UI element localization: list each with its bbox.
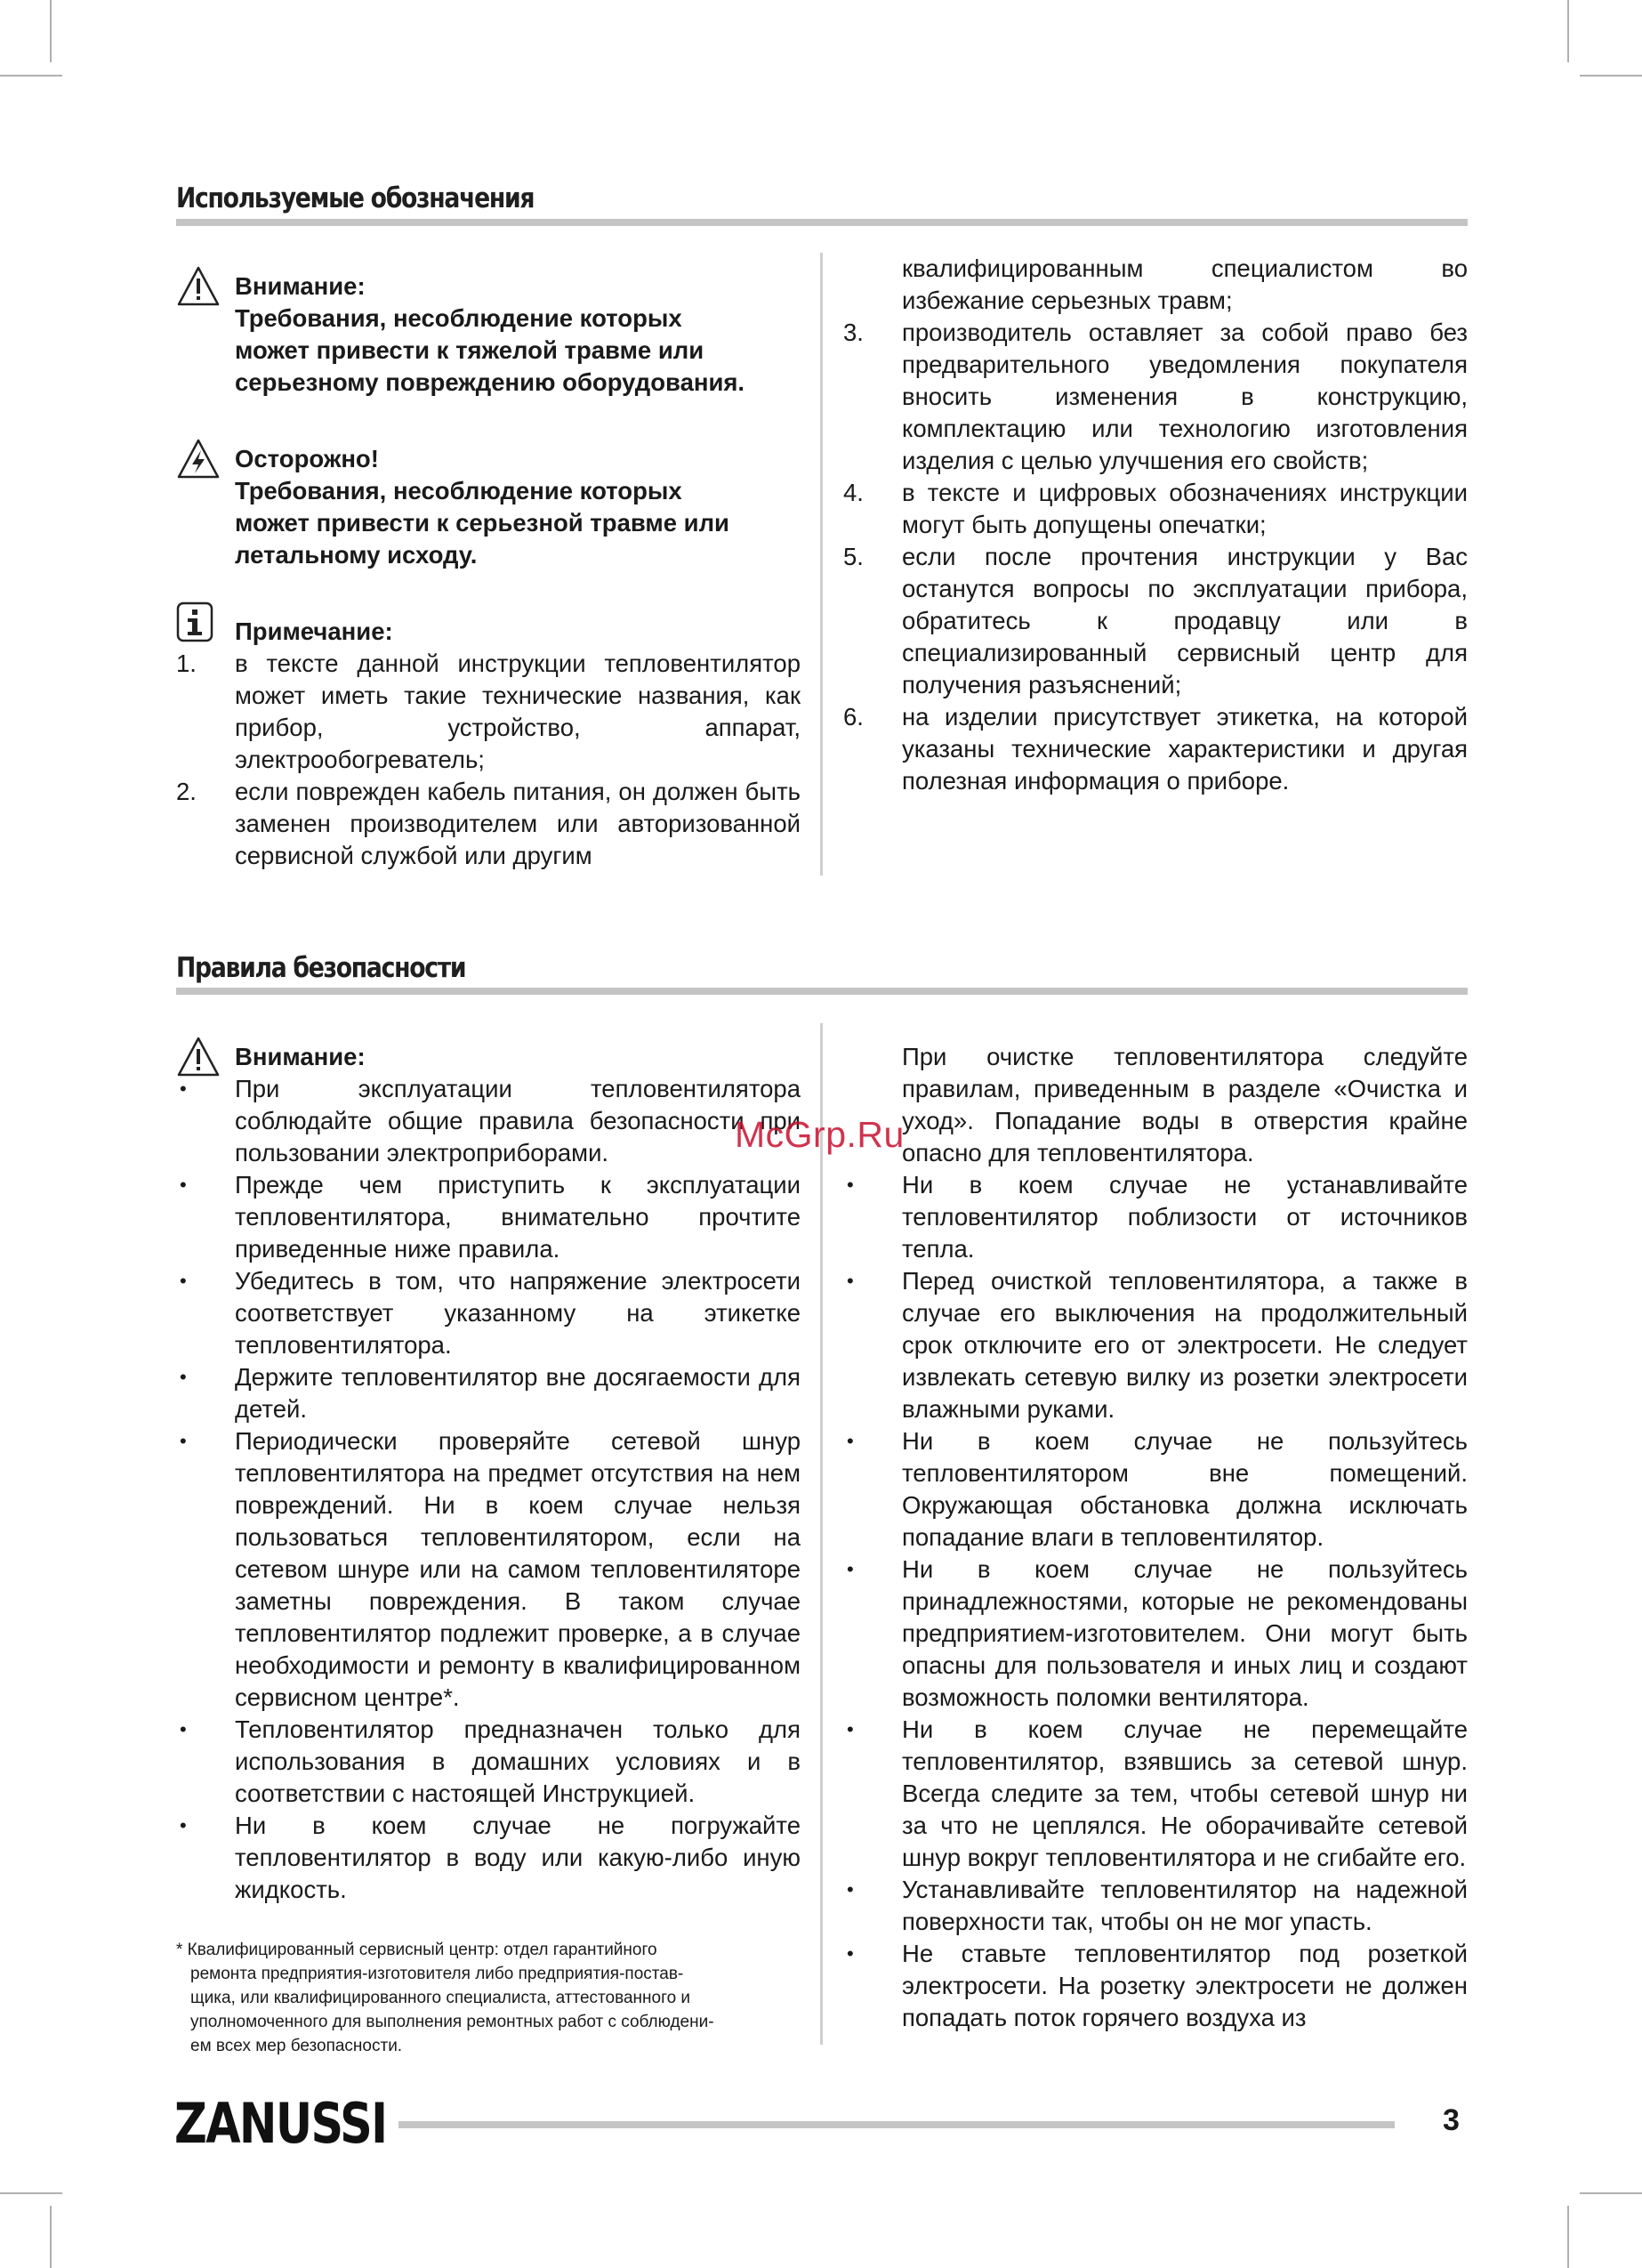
list-item-text: в тексте данной инструкции тепловентилятор может иметь такие технические названия, как прибор, устройство, аппарат, электрообогреватель;: [235, 650, 801, 773]
bullet: •: [847, 1942, 854, 1965]
section2-right-column: [843, 1041, 1468, 2034]
list-item-text: Не ставьте тепловентилятор под розеткой электросети. На розетку электросети не должен попадать поток горячего воздуха из: [902, 1940, 1468, 2031]
list-continuation: квалифицированным специалистом во избежание серьезных травм;: [902, 254, 1468, 314]
list-number: 6.: [843, 703, 864, 730]
list-item-text: производитель оставляет за собой право без предварительного уведомления покупателя вносить изменения в конструкцию, комплектацию или технологию изготовления изделия с целью улучшения его свойств;: [902, 319, 1468, 474]
footnote: [176, 1938, 801, 2058]
crop-mark: [1567, 0, 1569, 62]
list-item-text: Перед очисткой тепловентилятора, а также в случае его выключения на продолжительный срок отключите его от электросети. Не следует извлекать сетевую вилку из розетки электросети влажными руками.: [902, 1267, 1468, 1423]
list-number: 1.: [176, 650, 197, 677]
footnote-line: * Квалифицированный сервисный центр: отдел гарантийного: [176, 1941, 657, 1959]
bullet: •: [180, 1366, 187, 1388]
list-item: [843, 1425, 1468, 1554]
list-item-text: Убедитесь в том, что напряжение электросети соответствует указанному на этикетке тепловентилятора.: [235, 1267, 801, 1359]
list-item: [843, 1714, 1468, 1874]
footnote-line: ремонта предприятия-изготовителя либо предприятия-постав-: [190, 1965, 684, 1983]
electric-hazard-icon: [176, 438, 221, 480]
list-item: [176, 1073, 801, 1169]
footnote-line: щика, или квалифицированного специалиста, аттестованного и: [190, 1989, 691, 2007]
bullet: •: [847, 1430, 854, 1452]
list-item: [176, 1810, 801, 1906]
bullet: •: [180, 1270, 187, 1292]
caution-line: Требования, несоблюдение которых: [235, 477, 682, 504]
list-item: [843, 1938, 1468, 2034]
column-divider: [820, 1023, 823, 2045]
bullet: •: [180, 1814, 187, 1836]
brand-logo: ZANUSSI: [174, 2091, 387, 2156]
list-item-text: если после прочтения инструкции у Вас останутся вопросы по эксплуатации прибора, обратитесь к продавцу или в специализированный сервисный центр для получения разъяснений;: [902, 543, 1468, 698]
bullet: •: [180, 1430, 187, 1452]
section-rule: [176, 988, 1468, 995]
crop-mark: [0, 75, 62, 77]
list-item: [176, 1425, 801, 1714]
list-continuation: При очистке тепловентилятора следуйте правилам, приведенным в разделе «Очистка и уход». Попадание воды в отверстия крайне опасно для тепловентилятора.: [902, 1043, 1468, 1166]
warning-line: может привести к тяжелой травме или: [235, 336, 704, 364]
list-item: [843, 317, 1468, 477]
list-number: 4.: [843, 479, 864, 506]
list-number: 3.: [843, 319, 864, 346]
info-icon: [176, 601, 213, 642]
crop-mark: [50, 2206, 52, 2268]
watermark: McGrp.Ru: [735, 1114, 905, 1155]
list-number: 5.: [843, 543, 864, 570]
safety-list-right: [843, 1169, 1468, 2034]
list-item-text: Тепловентилятор предназначен только для использования в домашних условиях и в соответствии с настоящей Инструкцией.: [235, 1715, 801, 1807]
safety-warning-header: [176, 1041, 801, 1073]
list-item-text: если поврежден кабель питания, он должен быть заменен производителем или авторизованной сервисной службой или другим: [235, 778, 801, 869]
list-item: [843, 1554, 1468, 1714]
crop-mark: [1567, 2206, 1569, 2268]
footnote-line: ем всех мер безопасности.: [190, 2037, 403, 2055]
caution-title: Осторожно!: [235, 445, 379, 472]
list-item-text: Периодически проверяйте сетевой шнур тепловентилятора на предмет отсутствия на нем повреждений. Ни в коем случае нельзя пользоваться тепловентилятором, если на сетевом шнуре или на самом тепловентиляторе заметны повреждения. В таком случае тепловентилятор подлежит проверке, а в случае необходимости и ремонту в квалифицированном сервисном центре*.: [235, 1427, 801, 1711]
warning-title: Внимание:: [235, 272, 366, 300]
section2-left-column: [176, 1041, 801, 2058]
list-item-text: Ни в коем случае не пользуйтесь принадлежностями, которые не рекомендованы предприятием-изготовителем. Они могут быть опасны для пользователя и иных лиц и создают возможность поломки вентилятора.: [902, 1555, 1468, 1711]
list-number: 2.: [176, 778, 197, 805]
section-title-symbols: Используемые обозначения: [176, 182, 535, 214]
list-item-text: Ни в коем случае не погружайте тепловентилятор в воду или какую-либо иную жидкость.: [235, 1812, 801, 1903]
list-item: [176, 1265, 801, 1361]
safety-list-left: [176, 1073, 801, 1906]
footnote-line: уполномоченного для выполнения ремонтных работ с соблюдени-: [190, 2013, 714, 2031]
crop-mark: [1580, 2192, 1642, 2194]
bullet: •: [847, 1270, 854, 1292]
safety-warning-title: Внимание:: [235, 1043, 366, 1070]
list-item: [843, 541, 1468, 701]
list-item: [843, 701, 1468, 797]
crop-mark: [0, 2192, 62, 2194]
bullet: •: [180, 1718, 187, 1740]
list-item: [176, 1361, 801, 1425]
list-item-text: Ни в коем случае не устанавливайте тепловентилятор поблизости от источников тепла.: [902, 1171, 1468, 1263]
list-item-text: Ни в коем случае не пользуйтесь тепловентилятором вне помещений. Окружающая обстановка должна исключать попадание влаги в тепловентилятор.: [902, 1427, 1468, 1551]
crop-mark: [1580, 75, 1642, 77]
warning-triangle-icon: [176, 265, 221, 308]
footer-rule: [398, 2121, 1395, 2128]
bullet: •: [847, 1718, 854, 1740]
list-item-text: Ни в коем случае не перемещайте тепловентилятор, взявшись за сетевой шнур. Всегда следите за тем, чтобы сетевой шнур ни за что не цеплялся. Не оборачивайте сетевой шнур вокруг тепловентилятора и не сгибайте его.: [902, 1715, 1468, 1871]
crop-mark: [50, 0, 52, 62]
caution-callout: [176, 443, 801, 571]
section-rule: [176, 219, 1468, 226]
warning-line: серьезному повреждению оборудования.: [235, 368, 745, 396]
list-item: [843, 477, 1468, 541]
list-item-text: Прежде чем приступить к эксплуатации тепловентилятора, внимательно прочтите приведенные ниже правила.: [235, 1171, 801, 1263]
list-item: [843, 1874, 1468, 1938]
bullet: •: [180, 1174, 187, 1196]
column-divider: [820, 253, 823, 876]
list-item: [176, 1714, 801, 1810]
list-item: [843, 1265, 1468, 1425]
bullet: •: [847, 1558, 854, 1580]
section1-right-column: [843, 253, 1468, 797]
list-item-text: Устанавливайте тепловентилятор на надежной поверхности так, чтобы он не мог упасть.: [902, 1876, 1468, 1935]
list-item: [176, 648, 801, 776]
list-item-text: Держите тепловентилятор вне досягаемости для детей.: [235, 1363, 801, 1423]
list-item-text: в тексте и цифровых обозначениях инструкции могут быть допущены опечатки;: [902, 479, 1468, 538]
list-item-text: на изделии присутствует этикетка, на которой указаны технические характеристики и другая полезная информация о приборе.: [902, 703, 1468, 795]
bullet: •: [180, 1078, 187, 1100]
note-list-continued: [843, 317, 1468, 797]
note-list: [176, 648, 801, 872]
note-title: Примечание:: [235, 617, 393, 645]
page-number: 3: [1443, 2103, 1460, 2137]
note-header: [176, 616, 801, 648]
list-item: [843, 1169, 1468, 1265]
list-item: [176, 1169, 801, 1265]
list-item: [176, 776, 801, 872]
section1-left-column: [176, 270, 801, 872]
caution-line: может привести к серьезной травме или: [235, 509, 729, 537]
warning-line: Требования, несоблюдение которых: [235, 304, 682, 332]
list-item-text: При эксплуатации тепловентилятора соблюдайте общие правила безопасности при пользовании электроприборами.: [235, 1075, 801, 1166]
caution-line: летальному исходу.: [235, 541, 478, 569]
bullet: •: [847, 1174, 854, 1196]
warning-callout: [176, 270, 801, 399]
warning-triangle-icon: [176, 1036, 221, 1078]
section-title-safety: Правила безопасности: [176, 952, 466, 984]
bullet: •: [847, 1878, 854, 1901]
